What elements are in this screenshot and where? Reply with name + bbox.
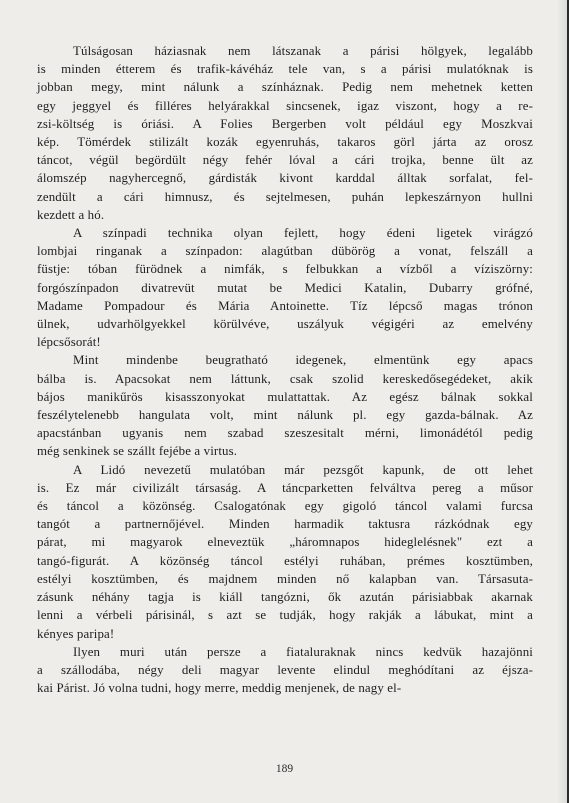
text-line: lépcsősorát! [37,335,101,350]
text-line: álomszép nagyhercegnő, gárdisták kivont karddal álltak sorfalat, fel- [37,171,533,186]
text-line: Mint mindenbe beugratható idegenek, elmentünk egy apacs [73,353,533,368]
text-line: még senkinek se szállt fejébe a virtus. [37,444,238,459]
text-line: bálba is. Apacsokat nem láttunk, csak szolid kereskedősegédeket, akik [37,371,533,386]
text-line: Ilyen muri után persze a fiataluraknak nincs kedvük hazajönni [73,644,533,659]
text-line: apacstánban ugyanis nem szabad szeszesitalt mérni, limonádétól pedig [37,426,533,441]
text-line: bájos manikűrös kisasszonyokat mulattattak. Az egész bálnak sokkal [37,389,533,404]
text-line: tangó-figurát. A közönség táncol estélyi ruhában, prémes kosztümben, [37,553,533,568]
text-line: zásunk néhány tagja is kiáll tangózni, ők azután párisiabbak akarnak [37,590,533,605]
text-line: kép. Tömérdek stilizált kozák egyenruhás, takaros görl járta az orosz [37,135,533,150]
text-line: lombjai ringanak a színpadon: alagútban dübörög a vonat, felszáll a [37,244,533,259]
page-number: 189 [275,763,294,775]
text-line: kezdett a hó. [37,207,105,222]
text-line: párat, mi magyarok elneveztük „háromnapos hideglelésnek" ezt a [37,535,533,550]
text-line: kai Párist. Jó volna tudni, hogy merre, meddig menjenek, de nagy el- [37,681,402,696]
paragraph [37,224,533,351]
text-line: Túlságosan háziasnak nem látszanak a párisi hölgyek, legalább [73,44,533,58]
text-line: zsi-költség is óriási. A Folies Bergerben volt például egy Moszkvai [37,116,533,131]
text-line: és táncol a közönség. Csalogatónak egy gigoló táncol valami furcsa [37,499,533,514]
text-line: egy jeggyel és filléres helyárakkal sincsenek, igaz viszont, hogy a re- [37,98,533,113]
text-line: is. Ez már civilizált társaság. A táncparketten felváltva pereg a műsor [37,480,533,495]
text-line: is minden étterem és trafik-kávéház tele van, s a párisi mulatóknak is [37,62,533,77]
text-line: ülnek, udvarhölgyekkel körülvéve, uszályuk végigéri az emelvény [37,317,533,332]
text-line: kényes paripa! [37,626,115,641]
text-line: táncot, végül begördült négy fehér lóval a cári trojka, benne ült az [37,153,533,168]
text-line: zendült a cári himnusz, és sejtelmesen, puhán lepkeszárnyon hullni [37,189,533,204]
paragraph [37,351,533,460]
text-line: lenni a vérbeli párisinál, s azt se tudják, hogy rakják a lábukat, mint a [37,608,533,623]
text-line: A színpadi technika olyan fejlett, hogy édeni ligetek virágzó [73,226,533,241]
text-line: estélyi kosztümben, és majdnem minden nő kalapban van. Társasuta- [37,571,533,586]
text-line: füstje: tóban fürödnek a nimfák, s felbukkan a vízből a víziszörny: [37,262,533,277]
scan-shadow [557,0,567,803]
paragraph [37,643,533,698]
body-text [37,42,533,697]
text-line: forgószínpadon divatrevüt mutat be Medici Katalin, Dubarry grófné, [37,280,533,295]
text-line: feszélytelenebb hangulata volt, mint nálunk pl. egy gazda-bálnak. Az [37,408,533,423]
text-line: tangót a partnernőjével. Minden harmadik taktusra rázkódnak egy [37,517,533,532]
paragraph [37,42,533,224]
text-line: Madame Pompadour és Mária Antoinette. Tíz lépcső magas trónon [37,298,533,313]
text-line: a szállodába, négy deli magyar levente elindul meghódítani az éjsza- [37,662,533,677]
paragraph [37,461,533,643]
text-line: A Lidó nevezetű mulatóban már pezsgőt kapunk, de ott lehet [73,462,533,477]
text-line: jobban megy, mint nálunk a színháznak. Pedig nem mehetnek ketten [37,80,533,95]
